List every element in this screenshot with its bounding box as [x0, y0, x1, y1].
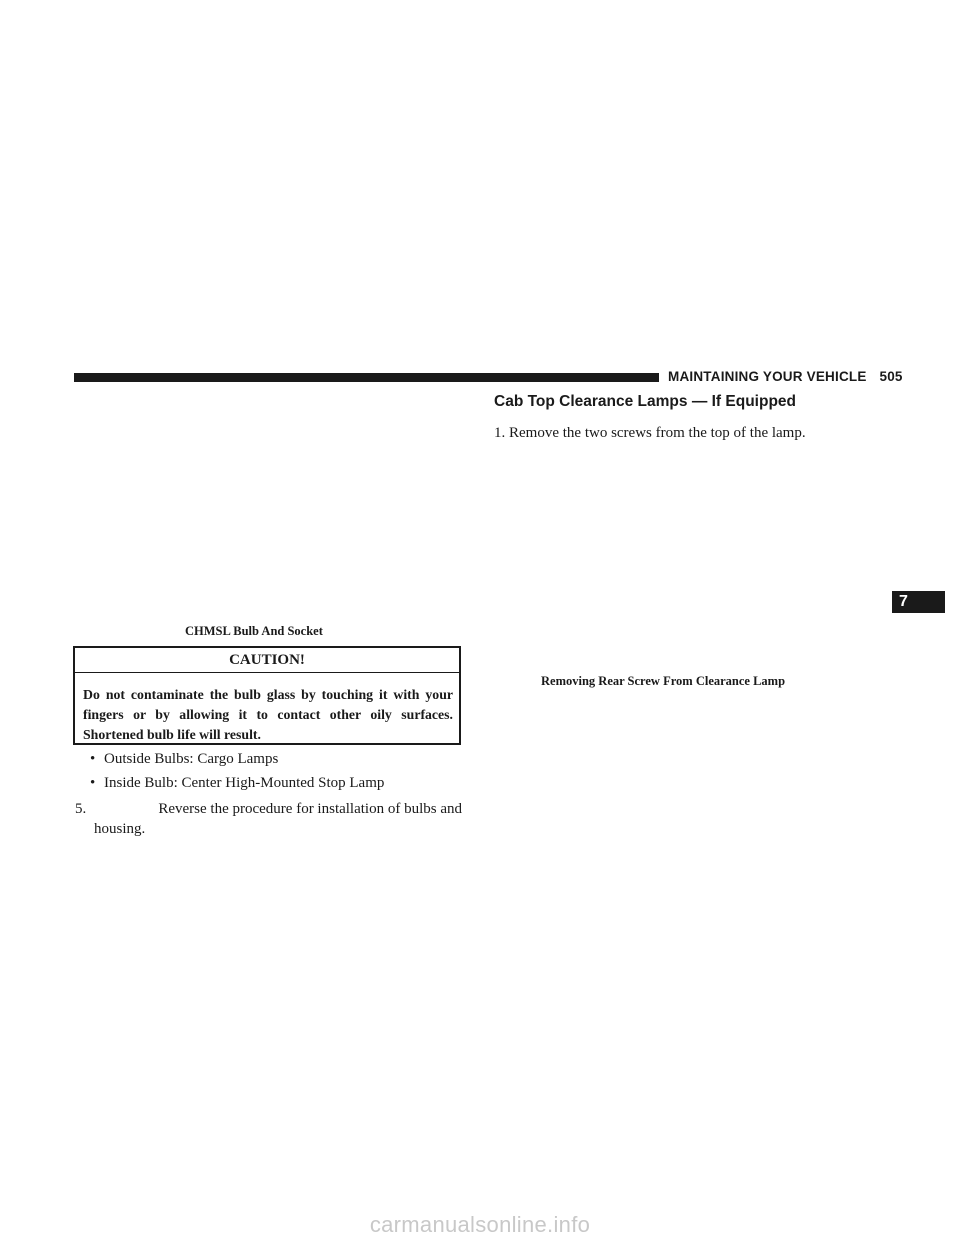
header-rule — [74, 373, 659, 382]
running-header — [668, 369, 903, 385]
bullet-icon: • — [90, 751, 96, 767]
bullet-icon: • — [90, 775, 96, 791]
step-5-line-2: housing. — [94, 821, 146, 837]
step-5-text-1: Reverse the procedure for installation of bulbs and — [158, 801, 462, 817]
section-heading: Cab Top Clearance Lamps — If Equipped — [494, 393, 797, 410]
caution-body: Do not contaminate the bulb glass by touching it with your fingers or by allowing it to contact other oily surfaces. Shortened bulb life will result. — [83, 687, 453, 742]
chapter-tab: 7 — [892, 591, 945, 613]
page-number: 505 — [879, 369, 903, 384]
figure-caption-chmsl: CHMSL Bulb And Socket — [185, 624, 323, 638]
list-item: • Inside Bulb: Center High-Mounted Stop Lamp — [90, 775, 385, 791]
header-section-title: MAINTAINING YOUR VEHICLE — [668, 369, 867, 384]
step-5-line-1 — [75, 799, 462, 819]
caution-title: CAUTION! — [75, 648, 459, 673]
figure-caption-clearance-lamp: Removing Rear Screw From Clearance Lamp — [541, 674, 786, 688]
step-5 — [75, 799, 462, 839]
bulb-list — [90, 750, 470, 798]
step-5-number: 5. — [75, 801, 87, 817]
caution-box — [73, 646, 461, 745]
watermark: carmanualsonline.info — [369, 1212, 591, 1237]
step-1: 1. Remove the two screws from the top of the lamp. — [494, 425, 806, 441]
list-item: • Outside Bulbs: Cargo Lamps — [90, 751, 279, 767]
